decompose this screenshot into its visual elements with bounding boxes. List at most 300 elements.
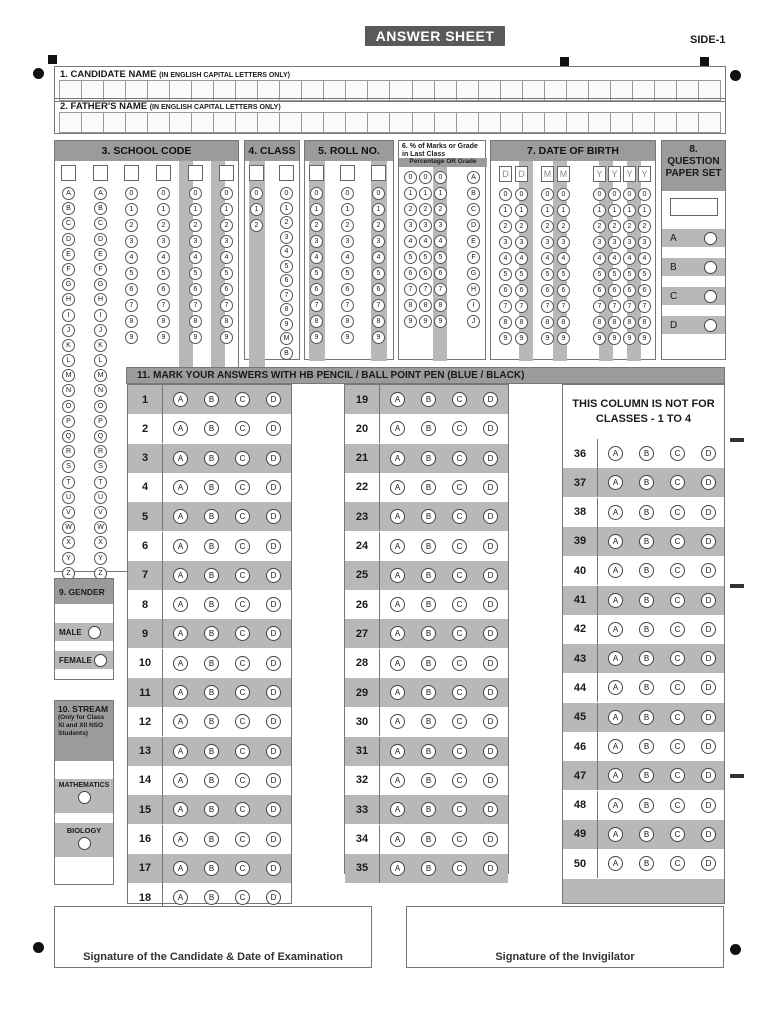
answer-bubble[interactable]: A — [173, 832, 188, 847]
bubble[interactable]: 8 — [638, 316, 651, 329]
answer-bubble[interactable]: A — [608, 827, 623, 842]
dob-entry-box[interactable]: Y — [608, 166, 621, 182]
answer-bubble[interactable]: B — [204, 392, 219, 407]
answer-bubble[interactable]: D — [266, 890, 281, 905]
question-set-option[interactable] — [662, 316, 725, 334]
entry-box[interactable] — [156, 165, 171, 181]
bubble[interactable]: 7 — [557, 300, 570, 313]
bubble[interactable]: 6 — [125, 283, 138, 296]
bubble[interactable]: 7 — [125, 299, 138, 312]
entry-box[interactable] — [188, 165, 203, 181]
bubble[interactable]: 9 — [404, 315, 417, 328]
answer-bubble[interactable]: C — [235, 597, 250, 612]
bubble[interactable]: 2 — [515, 220, 528, 233]
bubble[interactable]: N — [94, 384, 107, 397]
answer-bubble[interactable]: B — [204, 714, 219, 729]
bubble[interactable]: I — [94, 309, 107, 322]
answer-bubble[interactable]: B — [421, 626, 436, 641]
bubble[interactable]: 7 — [404, 283, 417, 296]
bubble[interactable]: 9 — [220, 331, 233, 344]
answer-bubble[interactable]: B — [421, 539, 436, 554]
answer-bubble[interactable]: A — [390, 861, 405, 876]
answer-bubble[interactable]: B — [639, 593, 654, 608]
answer-bubble[interactable]: D — [266, 773, 281, 788]
bubble[interactable]: 8 — [593, 316, 606, 329]
bubble[interactable]: A — [62, 187, 75, 200]
bubble[interactable]: 5 — [220, 267, 233, 280]
bubble[interactable]: H — [62, 293, 75, 306]
bubble[interactable]: 3 — [310, 235, 323, 248]
answer-bubble[interactable]: D — [483, 714, 498, 729]
bubble[interactable]: 5 — [310, 267, 323, 280]
bubble[interactable]: 7 — [310, 299, 323, 312]
bubble[interactable]: 0 — [515, 188, 528, 201]
bubble[interactable]: 1 — [515, 204, 528, 217]
bubble[interactable]: 8 — [557, 316, 570, 329]
bubble[interactable]: Y — [94, 552, 107, 565]
answer-bubble[interactable]: A — [173, 626, 188, 641]
bubble[interactable]: B — [467, 187, 480, 200]
bubble[interactable]: 3 — [623, 236, 636, 249]
entry-box[interactable] — [61, 165, 76, 181]
answer-bubble[interactable]: A — [608, 798, 623, 813]
bubble[interactable]: 7 — [280, 289, 293, 302]
answer-bubble[interactable]: B — [204, 421, 219, 436]
bubble[interactable]: 4 — [372, 251, 385, 264]
father-name-boxes[interactable] — [59, 112, 721, 133]
entry-box[interactable] — [124, 165, 139, 181]
bubble[interactable]: 0 — [623, 188, 636, 201]
bubble[interactable]: X — [62, 536, 75, 549]
letter-box[interactable] — [698, 112, 721, 133]
male-radio[interactable] — [88, 626, 101, 639]
bubble[interactable]: 6 — [310, 283, 323, 296]
answer-bubble[interactable]: B — [639, 680, 654, 695]
bubble[interactable]: M — [94, 369, 107, 382]
letter-box[interactable] — [147, 112, 169, 133]
answer-bubble[interactable]: C — [235, 392, 250, 407]
answer-bubble[interactable]: B — [204, 773, 219, 788]
answer-bubble[interactable]: C — [452, 568, 467, 583]
bubble[interactable]: 8 — [623, 316, 636, 329]
bubble[interactable]: B — [280, 347, 293, 360]
bubble[interactable]: 5 — [189, 267, 202, 280]
answer-bubble[interactable]: B — [421, 773, 436, 788]
bubble[interactable]: 4 — [404, 235, 417, 248]
answer-bubble[interactable]: B — [204, 861, 219, 876]
bubble[interactable]: 6 — [404, 267, 417, 280]
bubble[interactable]: 4 — [499, 252, 512, 265]
bubble[interactable]: 8 — [280, 303, 293, 316]
bubble[interactable]: 1 — [608, 204, 621, 217]
bubble[interactable]: 8 — [541, 316, 554, 329]
letter-box[interactable] — [500, 112, 522, 133]
bubble[interactable]: L — [62, 354, 75, 367]
answer-bubble[interactable]: B — [639, 710, 654, 725]
bubble[interactable]: 4 — [638, 252, 651, 265]
answer-bubble[interactable]: B — [421, 597, 436, 612]
bubble[interactable]: 6 — [557, 284, 570, 297]
bubble[interactable]: 2 — [280, 216, 293, 229]
bubble[interactable]: 2 — [499, 220, 512, 233]
bubble[interactable]: 7 — [623, 300, 636, 313]
answer-bubble[interactable]: A — [390, 685, 405, 700]
question-set-radio[interactable] — [704, 232, 717, 245]
bubble[interactable]: 7 — [499, 300, 512, 313]
bubble[interactable]: 1 — [557, 204, 570, 217]
bubble[interactable]: 5 — [499, 268, 512, 281]
entry-box[interactable] — [309, 165, 324, 181]
answer-bubble[interactable]: B — [204, 539, 219, 554]
bubble[interactable]: M — [62, 369, 75, 382]
bubble[interactable]: 8 — [341, 315, 354, 328]
bubble[interactable]: 3 — [515, 236, 528, 249]
bubble[interactable]: 8 — [404, 299, 417, 312]
bubble[interactable]: 2 — [250, 219, 263, 232]
bubble[interactable]: 1 — [541, 204, 554, 217]
answer-bubble[interactable]: D — [701, 475, 716, 490]
answer-bubble[interactable]: D — [483, 539, 498, 554]
bubble[interactable]: 6 — [434, 267, 447, 280]
bubble[interactable]: 4 — [220, 251, 233, 264]
answer-bubble[interactable]: D — [483, 861, 498, 876]
bubble[interactable]: 2 — [623, 220, 636, 233]
bubble[interactable]: 2 — [404, 203, 417, 216]
answer-bubble[interactable]: D — [701, 593, 716, 608]
bubble[interactable]: 2 — [310, 219, 323, 232]
answer-bubble[interactable]: A — [173, 421, 188, 436]
answer-bubble[interactable]: B — [639, 446, 654, 461]
answer-bubble[interactable]: B — [421, 421, 436, 436]
answer-bubble[interactable]: B — [421, 451, 436, 466]
bubble[interactable]: 9 — [593, 332, 606, 345]
answer-bubble[interactable]: A — [608, 534, 623, 549]
answer-bubble[interactable]: D — [483, 392, 498, 407]
bubble[interactable]: H — [94, 293, 107, 306]
answer-bubble[interactable]: C — [452, 451, 467, 466]
answer-bubble[interactable]: D — [266, 509, 281, 524]
bubble[interactable]: D — [62, 233, 75, 246]
answer-bubble[interactable]: B — [421, 568, 436, 583]
answer-bubble[interactable]: D — [266, 714, 281, 729]
bubble[interactable]: C — [467, 203, 480, 216]
bubble[interactable]: S — [94, 460, 107, 473]
bubble[interactable]: U — [94, 491, 107, 504]
answer-bubble[interactable]: B — [421, 802, 436, 817]
bubble[interactable]: 8 — [434, 299, 447, 312]
bubble[interactable]: C — [94, 217, 107, 230]
letter-box[interactable] — [566, 112, 588, 133]
bubble[interactable]: 7 — [419, 283, 432, 296]
entry-box[interactable] — [340, 165, 355, 181]
bubble[interactable]: 3 — [434, 219, 447, 232]
dob-entry-box[interactable]: Y — [638, 166, 651, 182]
bubble[interactable]: 6 — [189, 283, 202, 296]
answer-bubble[interactable]: C — [452, 714, 467, 729]
bubble[interactable]: 5 — [593, 268, 606, 281]
answer-bubble[interactable]: D — [701, 446, 716, 461]
answer-bubble[interactable]: C — [452, 656, 467, 671]
bubble[interactable]: 5 — [372, 267, 385, 280]
bubble[interactable]: V — [94, 506, 107, 519]
answer-bubble[interactable]: D — [266, 597, 281, 612]
bubble[interactable]: 0 — [419, 171, 432, 184]
answer-bubble[interactable]: A — [390, 744, 405, 759]
bubble[interactable]: G — [94, 278, 107, 291]
bubble[interactable]: G — [467, 267, 480, 280]
bubble[interactable]: 0 — [250, 187, 263, 200]
answer-bubble[interactable]: A — [173, 597, 188, 612]
answer-bubble[interactable]: D — [483, 832, 498, 847]
bubble[interactable]: 3 — [541, 236, 554, 249]
answer-bubble[interactable]: D — [483, 802, 498, 817]
bubble[interactable]: 0 — [557, 188, 570, 201]
question-set-radio[interactable] — [704, 290, 717, 303]
bubble[interactable]: 6 — [541, 284, 554, 297]
answer-bubble[interactable]: C — [670, 563, 685, 578]
bubble[interactable]: 5 — [557, 268, 570, 281]
dob-entry-box[interactable]: M — [541, 166, 554, 182]
answer-bubble[interactable]: C — [235, 744, 250, 759]
bubble[interactable]: 9 — [157, 331, 170, 344]
answer-bubble[interactable]: A — [608, 710, 623, 725]
answer-bubble[interactable]: B — [639, 798, 654, 813]
bubble[interactable]: 2 — [541, 220, 554, 233]
answer-bubble[interactable]: A — [608, 563, 623, 578]
answer-bubble[interactable]: B — [204, 568, 219, 583]
answer-bubble[interactable]: A — [608, 768, 623, 783]
bubble[interactable]: 7 — [189, 299, 202, 312]
answer-bubble[interactable]: C — [452, 832, 467, 847]
answer-bubble[interactable]: A — [173, 656, 188, 671]
answer-bubble[interactable]: D — [483, 773, 498, 788]
letter-box[interactable] — [544, 112, 566, 133]
bubble[interactable]: F — [62, 263, 75, 276]
answer-bubble[interactable]: D — [266, 656, 281, 671]
answer-bubble[interactable]: A — [608, 856, 623, 871]
answer-bubble[interactable]: A — [608, 593, 623, 608]
answer-bubble[interactable]: A — [173, 714, 188, 729]
bubble[interactable]: 3 — [638, 236, 651, 249]
answer-bubble[interactable]: D — [701, 827, 716, 842]
female-radio[interactable] — [94, 654, 107, 667]
bubble[interactable]: 9 — [499, 332, 512, 345]
answer-bubble[interactable]: D — [483, 421, 498, 436]
entry-box[interactable] — [219, 165, 234, 181]
answer-bubble[interactable]: C — [235, 539, 250, 554]
bubble[interactable]: 6 — [341, 283, 354, 296]
answer-bubble[interactable]: A — [608, 475, 623, 490]
answer-bubble[interactable]: B — [204, 832, 219, 847]
bubble[interactable]: 0 — [541, 188, 554, 201]
answer-bubble[interactable]: A — [608, 739, 623, 754]
bubble[interactable]: 6 — [608, 284, 621, 297]
bubble[interactable]: 6 — [623, 284, 636, 297]
answer-bubble[interactable]: D — [483, 451, 498, 466]
answer-bubble[interactable]: B — [639, 768, 654, 783]
answer-bubble[interactable]: C — [452, 773, 467, 788]
answer-bubble[interactable]: A — [173, 802, 188, 817]
bubble[interactable]: E — [94, 248, 107, 261]
answer-bubble[interactable]: A — [173, 744, 188, 759]
bubble[interactable]: 1 — [157, 203, 170, 216]
bubble[interactable]: 0 — [499, 188, 512, 201]
answer-bubble[interactable]: C — [670, 622, 685, 637]
bubble[interactable]: 1 — [372, 203, 385, 216]
bubble[interactable]: Q — [62, 430, 75, 443]
bubble[interactable]: 8 — [125, 315, 138, 328]
entry-box[interactable] — [249, 165, 264, 181]
bubble[interactable]: 7 — [593, 300, 606, 313]
answer-bubble[interactable]: D — [483, 744, 498, 759]
bubble[interactable]: 5 — [623, 268, 636, 281]
bubble[interactable]: 4 — [157, 251, 170, 264]
answer-bubble[interactable]: A — [173, 568, 188, 583]
bubble[interactable]: 0 — [593, 188, 606, 201]
candidate-signature-box[interactable] — [54, 906, 372, 968]
answer-bubble[interactable]: D — [266, 802, 281, 817]
bubble[interactable]: P — [94, 415, 107, 428]
answer-bubble[interactable]: A — [390, 509, 405, 524]
bubble[interactable]: 1 — [189, 203, 202, 216]
letter-box[interactable] — [235, 112, 257, 133]
bubble[interactable]: 5 — [434, 251, 447, 264]
bubble[interactable]: 3 — [189, 235, 202, 248]
answer-bubble[interactable]: C — [452, 744, 467, 759]
bubble[interactable]: 2 — [608, 220, 621, 233]
bubble[interactable]: 0 — [434, 171, 447, 184]
answer-bubble[interactable]: A — [390, 597, 405, 612]
bubble[interactable]: 3 — [125, 235, 138, 248]
answer-bubble[interactable]: C — [670, 710, 685, 725]
bubble[interactable]: 1 — [593, 204, 606, 217]
letter-box[interactable] — [191, 112, 213, 133]
answer-bubble[interactable]: C — [452, 626, 467, 641]
answer-bubble[interactable]: A — [173, 890, 188, 905]
bubble[interactable]: 3 — [557, 236, 570, 249]
answer-bubble[interactable]: A — [173, 773, 188, 788]
bubble[interactable]: C — [62, 217, 75, 230]
answer-bubble[interactable]: D — [701, 710, 716, 725]
letter-box[interactable] — [257, 112, 279, 133]
answer-bubble[interactable]: D — [701, 856, 716, 871]
answer-bubble[interactable]: C — [235, 656, 250, 671]
answer-bubble[interactable]: C — [670, 680, 685, 695]
letter-box[interactable] — [412, 112, 434, 133]
bubble[interactable]: J — [62, 324, 75, 337]
bubble[interactable]: 5 — [280, 260, 293, 273]
answer-bubble[interactable]: D — [266, 685, 281, 700]
answer-bubble[interactable]: B — [639, 827, 654, 842]
bubble[interactable]: 5 — [157, 267, 170, 280]
bubble[interactable]: 7 — [341, 299, 354, 312]
bubble[interactable]: 7 — [638, 300, 651, 313]
letter-box[interactable] — [345, 112, 367, 133]
bubble[interactable]: D — [467, 219, 480, 232]
bubble[interactable]: 4 — [419, 235, 432, 248]
answer-bubble[interactable]: C — [235, 685, 250, 700]
bubble[interactable]: 5 — [515, 268, 528, 281]
answer-bubble[interactable]: D — [483, 685, 498, 700]
question-set-option[interactable] — [662, 258, 725, 276]
bubble[interactable]: V — [62, 506, 75, 519]
answer-bubble[interactable]: C — [235, 626, 250, 641]
bubble[interactable]: Z — [94, 567, 107, 580]
bubble[interactable]: 5 — [125, 267, 138, 280]
bubble[interactable]: 6 — [593, 284, 606, 297]
bubble[interactable]: 4 — [608, 252, 621, 265]
answer-bubble[interactable]: D — [266, 480, 281, 495]
answer-bubble[interactable]: A — [390, 480, 405, 495]
answer-bubble[interactable]: C — [235, 832, 250, 847]
answer-bubble[interactable]: D — [266, 539, 281, 554]
answer-bubble[interactable]: C — [235, 861, 250, 876]
bubble[interactable]: 6 — [280, 274, 293, 287]
answer-bubble[interactable]: C — [670, 798, 685, 813]
letter-box[interactable] — [632, 112, 654, 133]
answer-bubble[interactable]: C — [452, 509, 467, 524]
bubble[interactable]: 7 — [515, 300, 528, 313]
letter-box[interactable] — [301, 112, 323, 133]
answer-bubble[interactable]: C — [452, 421, 467, 436]
answer-bubble[interactable]: D — [701, 680, 716, 695]
bubble[interactable]: Z — [62, 567, 75, 580]
dob-entry-box[interactable]: D — [515, 166, 528, 182]
answer-bubble[interactable]: D — [701, 505, 716, 520]
bubble[interactable]: L — [94, 354, 107, 367]
bubble[interactable]: 2 — [189, 219, 202, 232]
bubble[interactable]: 2 — [125, 219, 138, 232]
answer-bubble[interactable]: C — [235, 421, 250, 436]
letter-box[interactable] — [169, 112, 191, 133]
bubble[interactable]: 9 — [125, 331, 138, 344]
bubble[interactable]: 1 — [434, 187, 447, 200]
bubble[interactable]: I — [62, 309, 75, 322]
bubble[interactable]: 8 — [515, 316, 528, 329]
bubble[interactable]: 0 — [189, 187, 202, 200]
answer-bubble[interactable]: A — [608, 622, 623, 637]
answer-bubble[interactable]: A — [173, 480, 188, 495]
letter-box[interactable] — [456, 112, 478, 133]
dob-entry-box[interactable]: D — [499, 166, 512, 182]
bubble[interactable]: 0 — [372, 187, 385, 200]
bubble[interactable]: I — [467, 299, 480, 312]
answer-bubble[interactable]: B — [639, 563, 654, 578]
answer-bubble[interactable]: D — [266, 861, 281, 876]
bubble[interactable]: F — [94, 263, 107, 276]
bubble[interactable]: 8 — [189, 315, 202, 328]
bubble[interactable]: 7 — [220, 299, 233, 312]
answer-bubble[interactable]: C — [452, 480, 467, 495]
answer-bubble[interactable]: D — [266, 626, 281, 641]
question-set-radio[interactable] — [704, 261, 717, 274]
answer-bubble[interactable]: B — [639, 534, 654, 549]
bubble[interactable]: 3 — [220, 235, 233, 248]
bubble[interactable]: 9 — [341, 331, 354, 344]
bubble[interactable]: 1 — [419, 187, 432, 200]
bubble[interactable]: J — [467, 315, 480, 328]
bubble[interactable]: 2 — [341, 219, 354, 232]
bubble[interactable]: 0 — [310, 187, 323, 200]
answer-bubble[interactable]: D — [266, 421, 281, 436]
bubble[interactable]: 4 — [515, 252, 528, 265]
letter-box[interactable] — [588, 112, 610, 133]
biology-radio[interactable] — [78, 837, 91, 850]
answer-bubble[interactable]: D — [701, 622, 716, 637]
answer-bubble[interactable]: C — [452, 539, 467, 554]
answer-bubble[interactable]: D — [701, 798, 716, 813]
bubble[interactable]: O — [62, 400, 75, 413]
